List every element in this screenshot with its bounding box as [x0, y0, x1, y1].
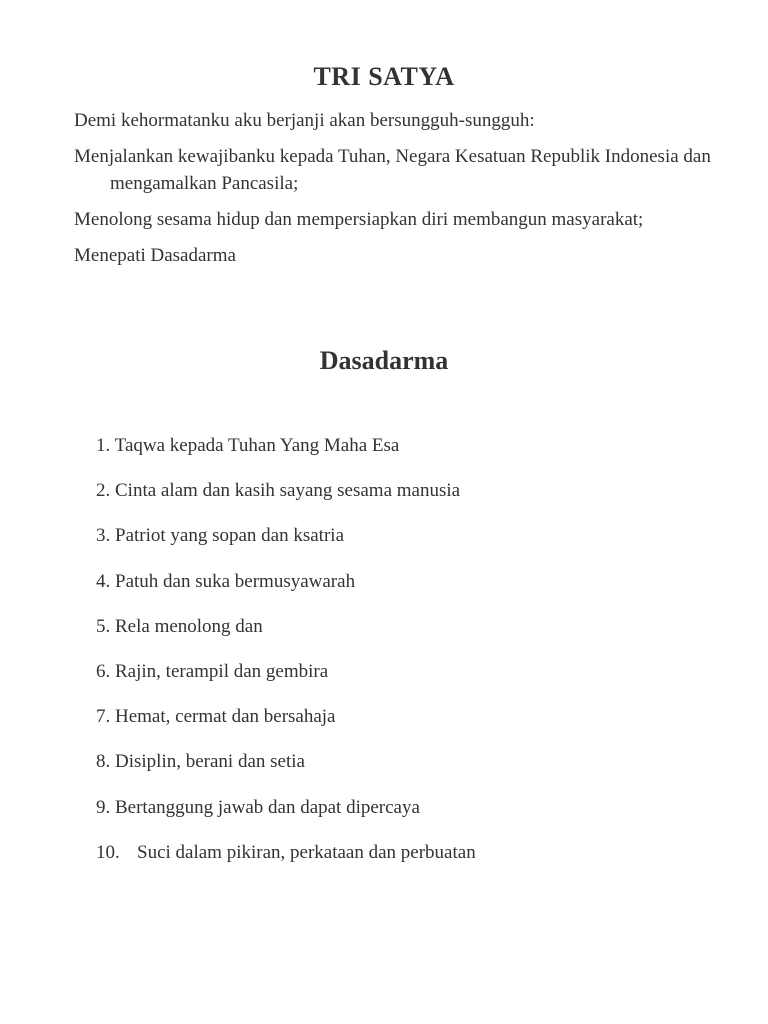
list-item: [96, 658, 476, 703]
list-item-number: 1.: [96, 435, 111, 456]
list-item-text: Patriot yang sopan dan ksatria: [115, 525, 345, 547]
list-item-text: Rajin, terampil dan gembira: [115, 660, 329, 682]
list-item: [96, 477, 476, 522]
list-item-text: Cinta alam dan kasih sayang sesama manusia: [115, 480, 461, 502]
list-item-text: Suci dalam pikiran, perkataan dan perbuatan: [137, 841, 476, 863]
list-item: [96, 432, 476, 477]
list-item-number: 10.: [96, 841, 120, 863]
list-item-text: Bertanggung jawab dan dapat dipercaya: [115, 796, 420, 818]
tri-satya-body: [74, 107, 714, 278]
list-item-number: 2.: [96, 480, 111, 502]
list-item: [96, 703, 476, 748]
tri-satya-line: Menolong sesama hidup dan mempersiapkan diri membangun masyarakat;: [74, 209, 644, 230]
list-item-text: Taqwa kepada Tuhan Yang Maha Esa: [114, 435, 400, 456]
list-item-text: Patuh dan suka bermusyawarah: [115, 570, 356, 592]
list-item-text: Disiplin, berani dan setia: [115, 751, 305, 773]
list-item-text: Rela menolong dan: [115, 615, 263, 637]
list-item-number: 5.: [96, 615, 111, 637]
list-item: [96, 568, 476, 613]
tri-satya-line: Menjalankan kewajibanku kepada Tuhan, Negara Kesatuan Republik Indonesia dan mengamalkan Pancasila;: [74, 146, 711, 194]
list-item-number: 6.: [96, 660, 111, 682]
tri-satya-line: Menepati Dasadarma: [74, 245, 236, 266]
dasadarma-list: [96, 432, 476, 884]
list-item: [96, 522, 476, 567]
list-item: [96, 748, 476, 793]
list-item: [96, 794, 476, 839]
tri-satya-intro: Demi kehormatanku aku berjanji akan bersungguh-sungguh:: [74, 110, 535, 131]
dasadarma-title: Dasadarma: [319, 346, 449, 375]
list-item-number: 4.: [96, 570, 111, 592]
tri-satya-title: TRI SATYA: [313, 62, 455, 91]
list-item: [96, 613, 476, 658]
list-item-number: 9.: [96, 796, 111, 818]
list-item-number: 7.: [96, 706, 111, 728]
list-item-text: Hemat, cermat dan bersahaja: [115, 706, 336, 728]
list-item-number: 3.: [96, 525, 111, 547]
list-item-number: 8.: [96, 751, 111, 773]
list-item: [96, 839, 476, 884]
